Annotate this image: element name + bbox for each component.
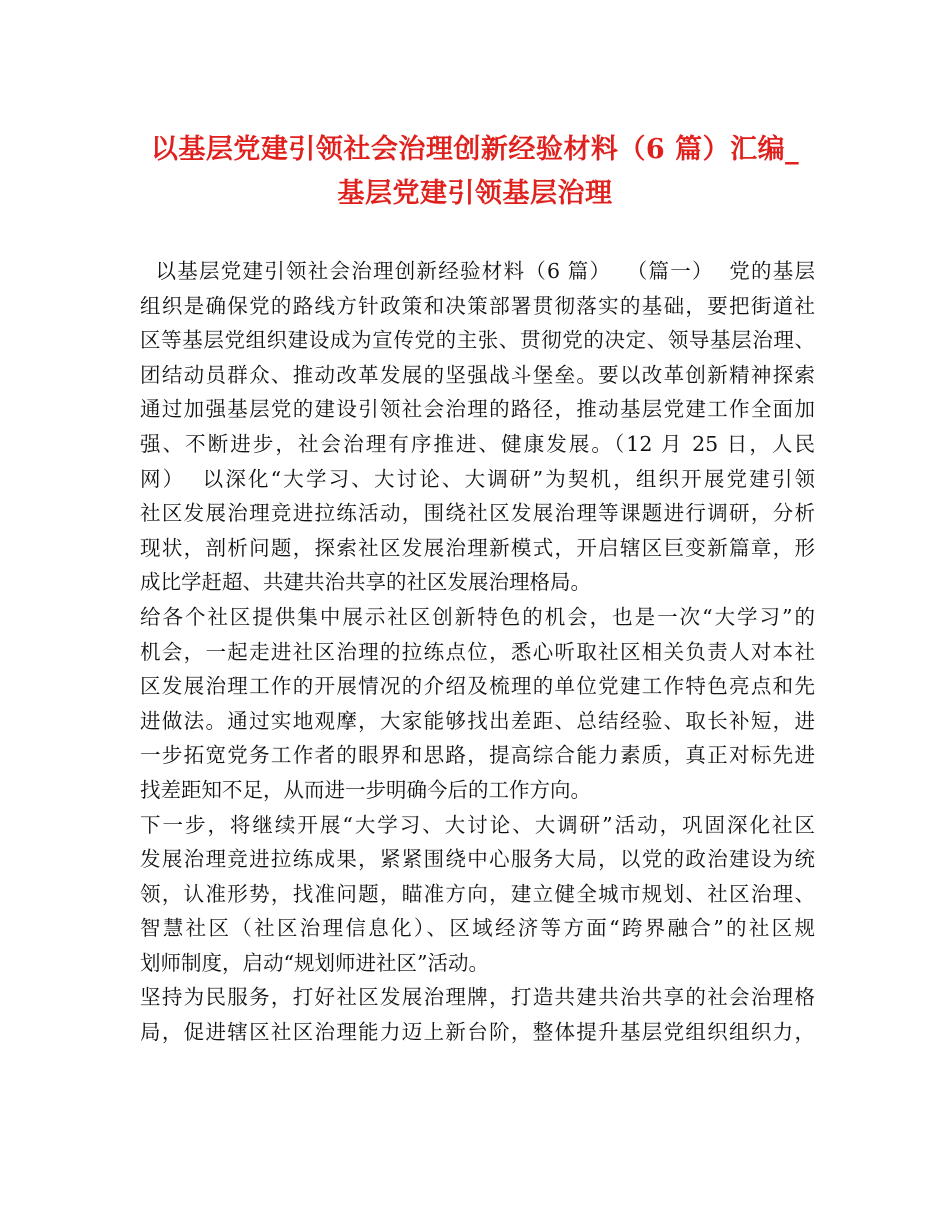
body-line: 智慧社区（社区治理信息化）、区域经济等方面“跨界融合”的社区规: [140, 916, 815, 941]
body-line: 找差距知不足，从而进一步明确今后的工作方向。: [140, 777, 591, 802]
body-line: 强、不断进步，社会治理有序推进、健康发展。（12 月 25 日，人民: [140, 431, 815, 456]
body-line: 社区发展治理竞进拉练活动，围绕社区发展治理等课题进行调研，分析: [140, 501, 815, 526]
body-line: 组织是确保党的路线方针政策和决策部署贯彻落实的基础，要把街道社: [140, 293, 815, 318]
body-line: 机会，一起走进社区治理的拉练点位，悉心听取社区相关负责人对本社: [140, 639, 815, 664]
body-line: 下一步，将继续开展“大学习、大讨论、大调研”活动，巩固深化社区: [140, 812, 815, 837]
body-line: 网） 以深化“大学习、大讨论、大调研”为契机，组织开展党建引领: [140, 466, 815, 491]
body-line: 一步拓宽党务工作者的眼界和思路，提高综合能力素质，真正对标先进: [140, 743, 815, 768]
body-line: 区等基层党组织建设成为宣传党的主张、贯彻党的决定、领导基层治理、: [140, 328, 815, 353]
title-line-1: 以基层党建引领社会治理创新经验材料（6 篇）汇编_: [150, 134, 800, 165]
document-body: [140, 254, 815, 1050]
title-line-2: 基层党建引领基层治理: [337, 178, 613, 209]
body-line: 现状，剖析问题，探索社区发展治理新模式，开启辖区巨变新篇章，形: [140, 535, 815, 560]
body-line: 发展治理竞进拉练成果，紧紧围绕中心服务大局，以党的政治建设为统: [140, 847, 815, 872]
body-line: 团结动员群众、推动改革发展的坚强战斗堡垒。要以改革创新精神探索: [140, 362, 815, 387]
body-line: 领，认准形势，找准问题，瞄准方向，建立健全城市规划、社区治理、: [140, 881, 815, 906]
body-line: 划师制度，启动“规划师进社区”活动。: [140, 950, 489, 975]
body-line: 局，促进辖区社区治理能力迈上新台阶，整体提升基层党组织组织力，: [140, 1020, 815, 1045]
body-line: 给各个社区提供集中展示社区创新特色的机会，也是一次“大学习”的: [140, 604, 815, 629]
body-line: 区发展治理工作的开展情况的介绍及梳理的单位党建工作特色亮点和先: [140, 674, 815, 699]
body-line: 进做法。通过实地观摩，大家能够找出差距、总结经验、取长补短，进: [140, 708, 815, 733]
body-line: 通过加强基层党的建设引领社会治理的路径，推动基层党建工作全面加: [140, 397, 815, 422]
body-line: 成比学赶超、共建共治共享的社区发展治理格局。: [140, 570, 591, 595]
body-line: 坚持为民服务，打好社区发展治理牌，打造共建共治共享的社会治理格: [140, 985, 815, 1010]
body-line: 以基层党建引领社会治理创新经验材料（6 篇） （篇一） 党的基层: [140, 259, 815, 283]
document-title: [120, 128, 830, 216]
